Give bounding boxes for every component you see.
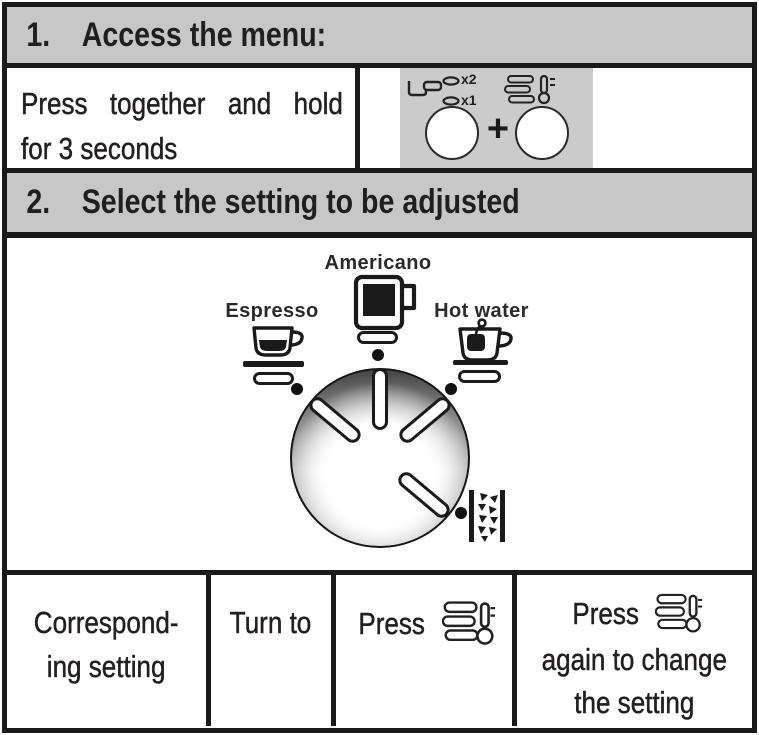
hot-water-cup-icon	[452, 318, 516, 366]
espresso-saucer-bar	[243, 361, 304, 367]
espresso-cup-icon	[247, 324, 307, 364]
divider	[7, 232, 752, 238]
step2-header	[7, 173, 752, 232]
americano-label: Americano	[324, 252, 432, 274]
step2-title: Select the setting to be adjusted	[81, 183, 520, 221]
steam-temperature-icon	[442, 599, 496, 649]
press-again-text: Press	[572, 596, 639, 631]
step2-number: 2.	[26, 183, 51, 221]
press-text: Press	[358, 606, 426, 641]
x2-label: x2	[461, 71, 477, 87]
hot-water-indicator-pill	[458, 370, 501, 383]
plus-sign: +	[486, 108, 510, 150]
instruction-line2: for 3 seconds	[21, 131, 178, 166]
steam-temperature-button	[515, 106, 569, 160]
steam-temperature-icon	[504, 75, 558, 105]
espresso-shots-icon	[406, 74, 464, 108]
press-again-line3: the setting	[574, 685, 695, 720]
instruction-cell	[7, 68, 360, 181]
button-panel-illustration	[400, 68, 593, 168]
step1-number: 1.	[26, 15, 51, 54]
step1-title: Access the menu:	[81, 15, 327, 54]
espresso-shots-button	[425, 106, 479, 160]
hot-water-label: Hot water	[434, 300, 529, 322]
x1-label: x1	[461, 92, 477, 108]
americano-position-dot	[372, 349, 384, 361]
coffee-grounds-icon	[466, 489, 508, 543]
espresso-position-dot	[291, 383, 303, 395]
espresso-label: Espresso	[225, 300, 319, 322]
hot-water-saucer-bar	[453, 360, 508, 365]
turn-to-text: Turn to	[230, 605, 312, 640]
instruction-line1: Press together and hold	[21, 86, 343, 121]
hot-water-position-dot	[445, 383, 457, 395]
press-again-line2: again to change	[541, 642, 728, 677]
table-cell-turn-to	[211, 575, 331, 735]
espresso-indicator-pill	[253, 372, 294, 385]
step1-header	[7, 7, 752, 63]
steam-temperature-icon	[655, 592, 703, 636]
table-cell-corresponding-setting	[7, 575, 206, 735]
table-cell-press	[336, 575, 512, 735]
dial-mark-top	[372, 368, 388, 430]
americano-mug-icon	[352, 274, 422, 332]
corresponding-line2: ing setting	[47, 649, 166, 684]
corresponding-line1: Correspond-	[34, 605, 179, 640]
americano-indicator-pill	[357, 331, 398, 344]
table-cell-press-again	[517, 575, 752, 735]
